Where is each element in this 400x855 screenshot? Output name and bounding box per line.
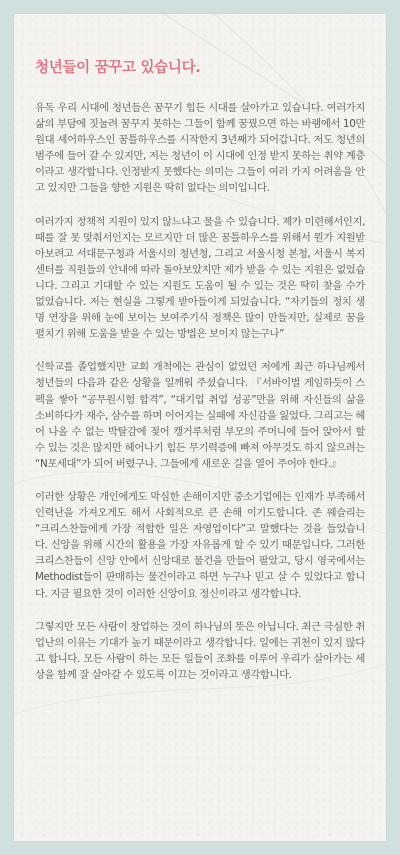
article-paragraph-2: 여러가지 정책적 지원이 있지 않느냐고 물을 수 있습니다. 제가 미련해서인지, 때를 잘 못 맞춰서인지는 모르지만 더 많은 꿈틀하우스를 위해서 뭔가 지원받아보려고 서대문구청과 서울시의 청년청, 그리고 서울시청 본청, 서울시 복지센터를 직원들의 안내에 따라 돌아보았지만 제가 받을 수 있는 지원은 없었습니다. 그리고 기대할 수 있는 지원도 도움이 될 수 있는 것은 딱히 찾을 수가 없었습니다. 저는 현실을 그렇게 받아들이게 되었습니다. “자기들의 정치 생명 연장을 위해 눈에 보이는 보여주기식 정책은 많이 만들지만, 실제로 꿈을 펼치기 위해 도움을 받을 수 있는 방법은 보이지 않는구나” — [35, 215, 365, 341]
article-paragraph-1: 유독 우리 시대에 청년들은 꿈꾸기 힘든 시대를 살아가고 있습니다. 여러가지 삶의 부담에 짓눌려 꿈꾸지 못하는 그들이 함께 꿈꿨으면 하는 바램에서 10만원대 셰어하우스인 꿈틀하우스를 시작한지 3년째가 되어갑니다. 저도 청년의 범주에 들어 갈 수 있지만, 저는 청년이 이 시대에 인정 받지 못하는 취약 계층이라고 생각합니다. 인정받지 못했다는 의미는 그들이 여러 가지 어려움을 안고 있지만 그들을 향한 지원은 딱히 없다는 의미입니다. — [35, 102, 365, 195]
article-paragraph-4: 이러한 상황은 개인에게도 막심한 손해이지만 중소기업에는 인재가 부족해서 인력난을 가져오게도 해서 사회적으로 큰 손해 이기도합니다. 존 웨슬리는 “크리스찬들에게 가장 적합한 일은 자영업이다”고 말했다는 것을 들었습니다. 신앙을 위해 시간의 활용을 가장 자유롭게 할 수 있기 때문입니다. 그러한 크리스찬들이 신앙 안에서 신앙대로 물건을 만들어 팔았고, 당시 영국에서는 Methodist들이 판매하는 물건이라고 하면 누구나 믿고 살 수 있었다고 합니다. 지금 필요한 것이 이러한 신앙이요 정신이라고 생각합니다. — [35, 490, 365, 600]
article-paragraph-3: 신학교를 졸업했지만 교회 개척에는 관심이 없었던 저에게 최근 하나님께서 청년들의 다음과 같은 상황을 일깨워 주셨습니다. 『서바이벌 게임하듯이 스펙을 쌓아 “공무원시험 합격”, “대기업 취업 성공”만을 위해 자신들의 삶을 소비하다가 재수, 삼수를 하며 이어지는 실패에 자신감을 잃었다. 그리고는 헤어 나올 수 없는 박탈감에 젖어 캥거루처럼 부모의 주머니에 들어 앉아서 할 수 있는 것은 많지만 헤어나기 힘든 무기력증에 빠져 아무것도 하지 않으려는 “N포세대”가 되어 버렸구나. 그들에게 새로운 길을 열어 주어야 한다.』 — [35, 361, 365, 470]
article-card — [14, 14, 386, 841]
article-paragraph-5: 그렇지만 모든 사람이 창업하는 것이 하나님의 뜻은 아닙니다. 최근 극심한 취업난의 이유는 기대가 높기 때문이라고 생각합니다. 일에는 귀천이 있지 않다고 합니다. 모든 사람이 하는 모든 일들이 조화를 이루어 우리가 살아가는 세상을 함께 잘 살아갈 수 있도록 이끄는 것이라고 생각합니다. — [35, 620, 365, 681]
article-title: 청년들이 꿈꾸고 있습니다. — [35, 60, 201, 76]
